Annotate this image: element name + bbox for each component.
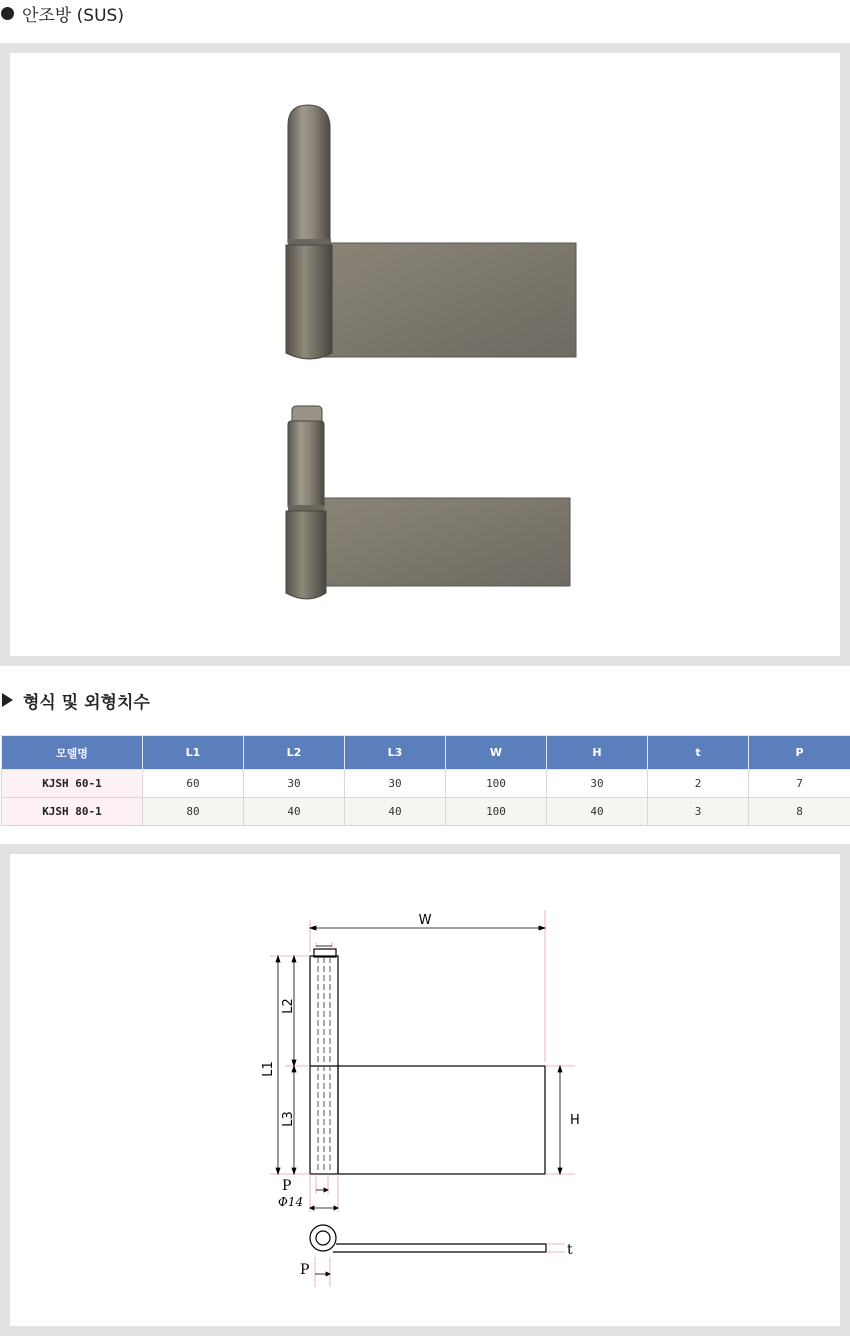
header-l2: L2 xyxy=(244,736,345,770)
label-l3: L3 xyxy=(281,1111,296,1127)
table-row xyxy=(2,770,850,798)
spec-section-title: 형식 및 외형치수 xyxy=(23,692,150,713)
cell-w: 100 xyxy=(446,798,547,826)
cell-model: KJSH 60-1 xyxy=(2,770,143,798)
cell-t: 3 xyxy=(648,798,749,826)
cell-h: 30 xyxy=(547,770,648,798)
label-p-top: P xyxy=(282,1178,292,1194)
label-diameter: Φ14 xyxy=(278,1195,304,1209)
header-t: t xyxy=(648,736,749,770)
hinge-large xyxy=(286,105,576,359)
bullet-dot-icon xyxy=(1,7,14,20)
hinge-photo xyxy=(10,53,840,656)
cell-l3: 40 xyxy=(345,798,446,826)
cell-l2: 40 xyxy=(244,798,345,826)
photo-panel xyxy=(0,43,850,666)
cell-w: 100 xyxy=(446,770,547,798)
header-h: H xyxy=(547,736,648,770)
table-row xyxy=(2,798,850,826)
triangle-right-icon xyxy=(2,693,13,707)
header-p: P xyxy=(749,736,850,770)
label-l1: L1 xyxy=(261,1061,276,1077)
drawing-panel-inner xyxy=(10,854,840,1326)
header-w: W xyxy=(446,736,547,770)
cell-h: 40 xyxy=(547,798,648,826)
cell-model: KJSH 80-1 xyxy=(2,798,143,826)
label-w: W xyxy=(418,913,432,928)
drawing-panel xyxy=(0,844,850,1336)
pin-hole-lines xyxy=(318,957,330,1172)
extension-lines xyxy=(270,910,575,1287)
dimension-arrows xyxy=(276,926,562,1276)
cell-p: 7 xyxy=(749,770,850,798)
label-t: t xyxy=(567,1242,573,1258)
spec-table xyxy=(1,735,850,826)
cell-p: 8 xyxy=(749,798,850,826)
side-view xyxy=(310,1225,546,1252)
product-title: 안조방 (SUS) xyxy=(22,5,124,26)
cell-l1: 60 xyxy=(143,770,244,798)
product-title-row xyxy=(0,0,124,26)
header-model: 모델명 xyxy=(2,736,143,770)
header-l3: L3 xyxy=(345,736,446,770)
header-l1: L1 xyxy=(143,736,244,770)
spec-section-title-row xyxy=(0,686,150,714)
cell-l3: 30 xyxy=(345,770,446,798)
table-header-row xyxy=(2,736,850,770)
cell-l1: 80 xyxy=(143,798,244,826)
dimension-drawing xyxy=(10,854,840,1326)
hinge-small xyxy=(286,406,570,599)
photo-panel-inner xyxy=(10,53,840,656)
plate xyxy=(338,1066,545,1174)
label-h: H xyxy=(570,1113,580,1128)
cell-l2: 30 xyxy=(244,770,345,798)
label-p-bottom: P xyxy=(300,1262,310,1278)
label-l2: L2 xyxy=(281,998,296,1014)
cell-t: 2 xyxy=(648,770,749,798)
